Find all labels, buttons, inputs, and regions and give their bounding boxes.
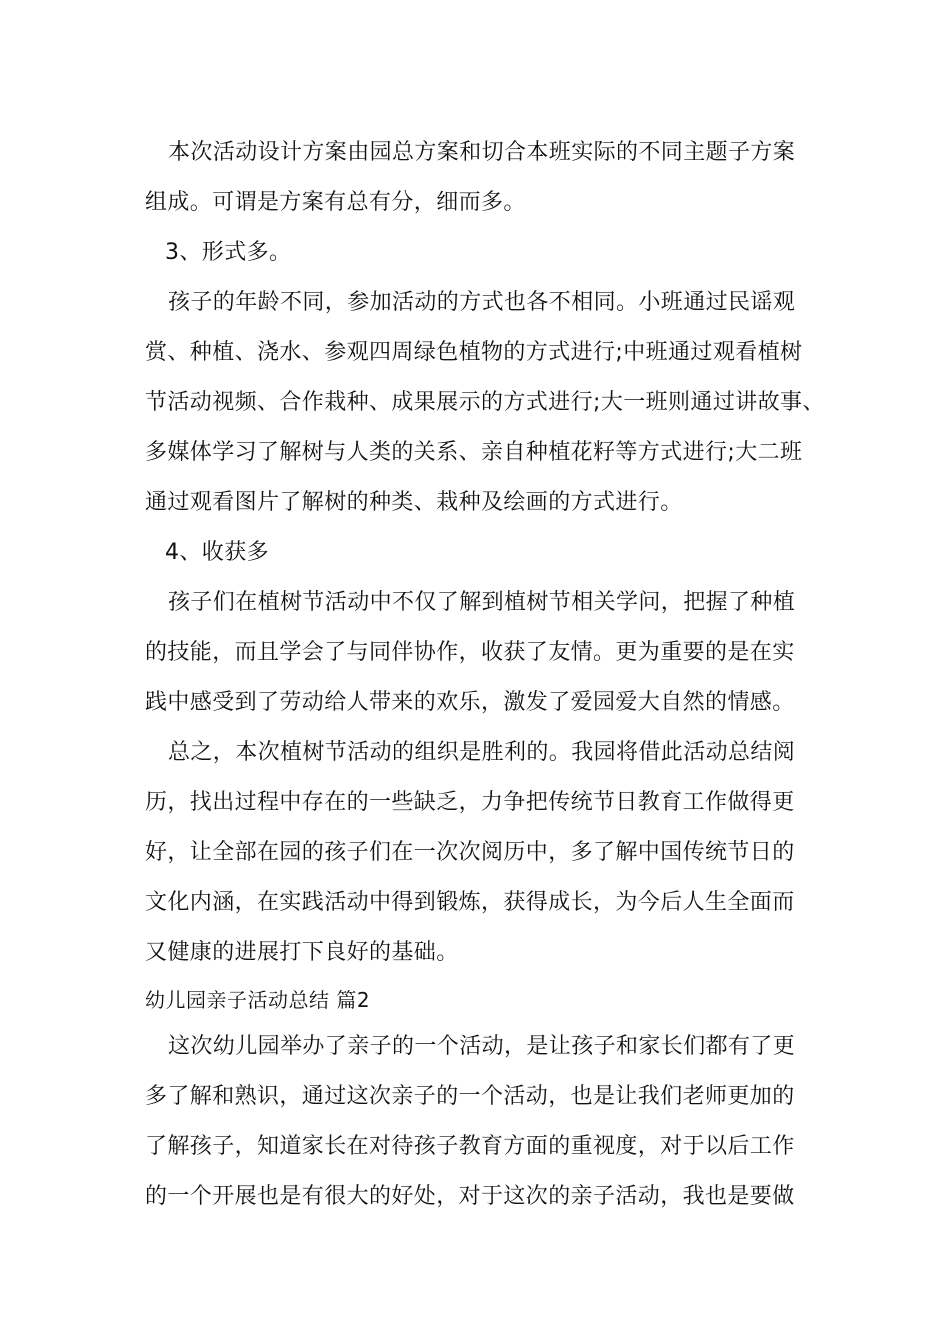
paragraph-line: 通过观看图片了解树的种类、栽种及绘画的方式进行。	[145, 490, 683, 515]
paragraph-line: 孩子的年龄不同，参加活动的方式也各不相同。小班通过民谣观	[168, 290, 796, 315]
paragraph-line: 践中感受到了劳动给人带来的欢乐，激发了爱园爱大自然的情感。	[145, 690, 795, 715]
paragraph-line: 好，让全部在园的孩子们在一次次阅历中，多了解中国传统节日的	[145, 840, 795, 865]
paragraph-line: 节活动视频、合作栽种、成果展示的方式进行;大一班则通过讲故事、	[145, 390, 825, 415]
paragraph-line: 多媒体学习了解树与人类的关系、亲自种植花籽等方式进行;大二班	[145, 440, 803, 465]
paragraph-line: 组成。可谓是方案有总有分，细而多。	[145, 190, 526, 215]
paragraph-line: 文化内涵，在实践活动中得到锻炼，获得成长，为今后人生全面而	[145, 890, 795, 915]
paragraph-line: 了解孩子，知道家长在对待孩子教育方面的重视度，对于以后工作	[145, 1134, 795, 1159]
paragraph-line: 的技能，而且学会了与同伴协作，收获了友情。更为重要的是在实	[145, 640, 795, 665]
paragraph-line: 历，找出过程中存在的一些缺乏，力争把传统节日教育工作做得更	[145, 790, 795, 815]
paragraph-line: 多了解和熟识，通过这次亲子的一个活动，也是让我们老师更加的	[145, 1084, 795, 1109]
paragraph-line: 的一个开展也是有很大的好处，对于这次的亲子活动，我也是要做	[145, 1184, 795, 1209]
section-heading: 3、形式多。	[165, 240, 292, 265]
paragraph-line: 孩子们在植树节活动中不仅了解到植树节相关学问，把握了种植	[168, 590, 796, 615]
article-title: 幼儿园亲子活动总结 篇2	[145, 988, 371, 1012]
document-body	[145, 128, 825, 1222]
paragraph-line: 赏、种植、浇水、参观四周绿色植物的方式进行;中班通过观看植树	[145, 340, 803, 365]
paragraph-line: 总之，本次植树节活动的组织是胜利的。我园将借此活动总结阅	[168, 740, 796, 765]
paragraph-line: 本次活动设计方案由园总方案和切合本班实际的不同主题子方案	[168, 140, 796, 165]
paragraph-line: 又健康的进展打下良好的基础。	[145, 940, 459, 965]
section-heading: 4、收获多	[165, 540, 269, 565]
paragraph-line: 这次幼儿园举办了亲子的一个活动，是让孩子和家长们都有了更	[168, 1034, 796, 1059]
